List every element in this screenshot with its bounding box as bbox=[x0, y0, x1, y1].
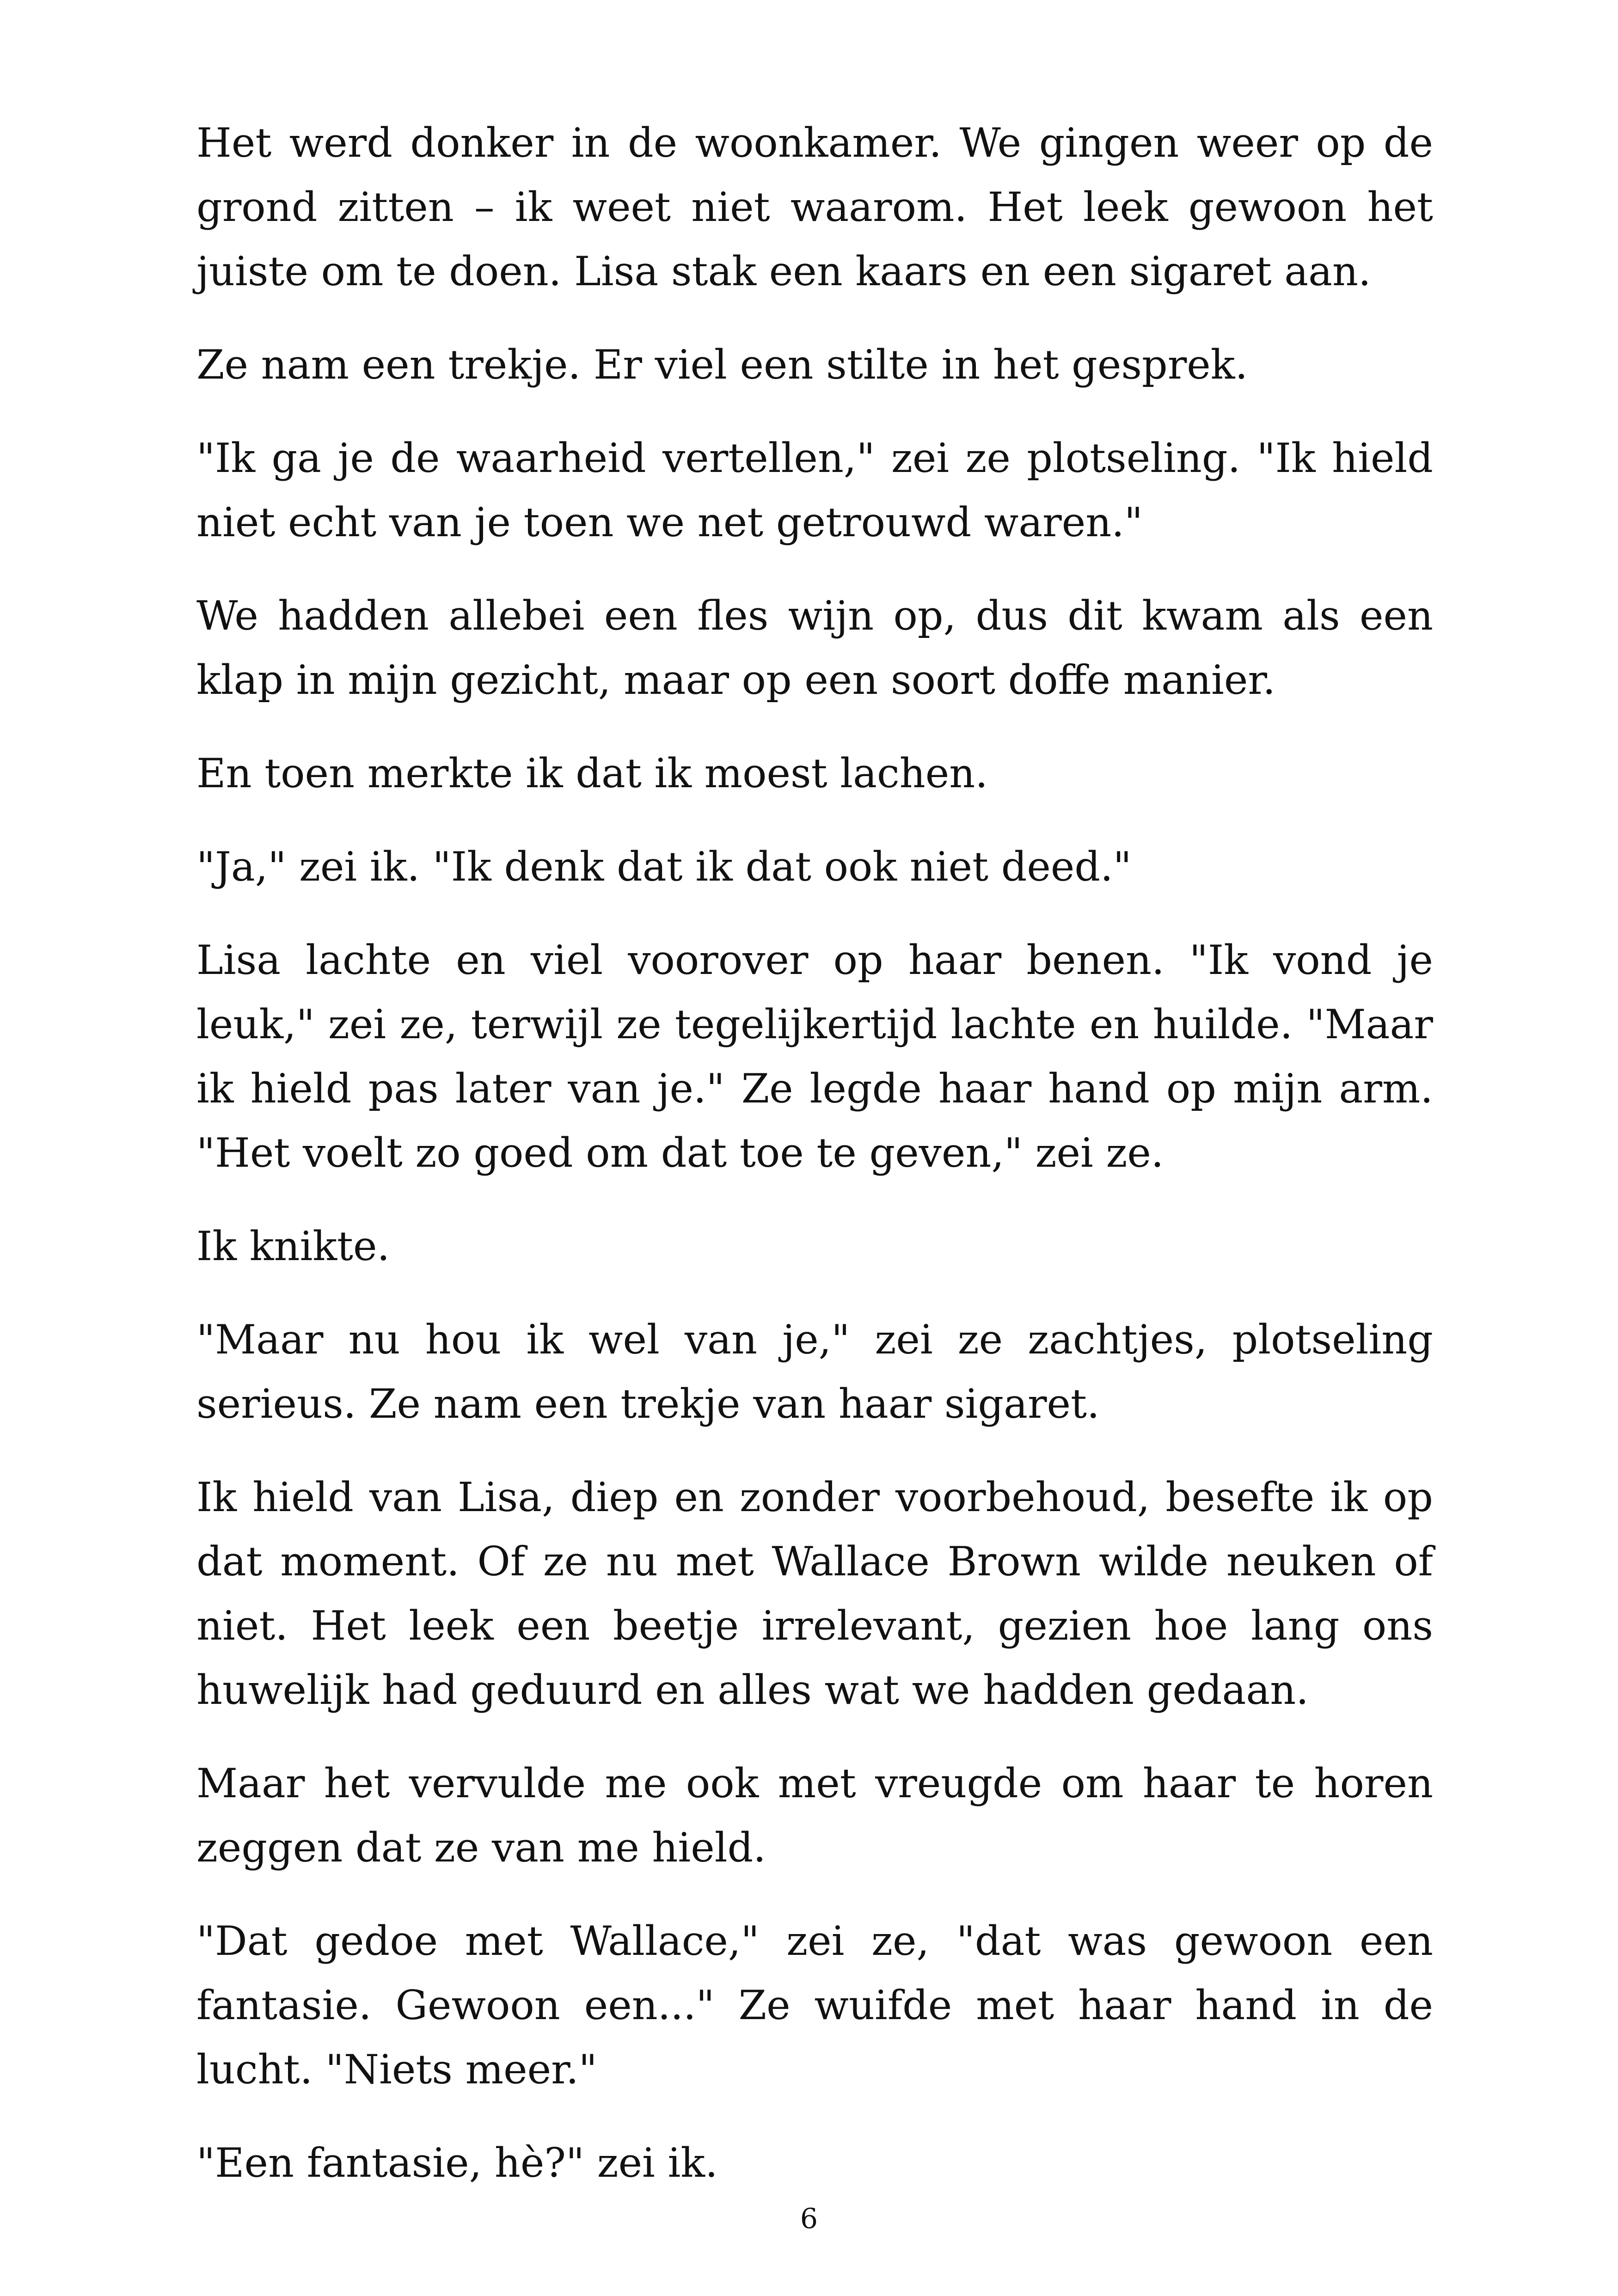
paragraph: Ik hield van Lisa, diep en zonder voorbehoud, besefte ik op dat moment. Of ze nu met Wallace Brown wilde neuken of niet. Het leek een beetje irrelevant, gezien hoe lang ons huwelijk had geduurd en alles wat we hadden gedaan. bbox=[196, 1474, 1433, 1714]
paragraph: "Ik ga je de waarheid vertellen," zei ze plotseling. "Ik hield niet echt van je toen we net getrouwd waren." bbox=[196, 435, 1433, 546]
paragraph: Lisa lachte en viel voorover op haar benen. "Ik vond je leuk," zei ze, terwijl ze tegelijkertijd lachte en huilde. "Maar ik hield pas later van je." Ze legde haar hand op mijn arm. "Het voelt zo goed om dat toe te geven," zei ze. bbox=[196, 937, 1433, 1176]
body-text bbox=[196, 111, 1433, 2224]
page-number: 6 bbox=[800, 2203, 818, 2235]
paragraph: Ik knikte. bbox=[196, 1223, 390, 1270]
paragraph: Ze nam een trekje. Er viel een stilte in het gesprek. bbox=[196, 341, 1248, 388]
paragraph: "Maar nu hou ik wel van je," zei ze zachtjes, plotseling serieus. Ze nam een trekje van haar sigaret. bbox=[196, 1316, 1433, 1427]
paragraph: En toen merkte ik dat ik moest lachen. bbox=[196, 750, 988, 797]
paragraph: "Dat gedoe met Wallace," zei ze, "dat was gewoon een fantasie. Gewoon een..." Ze wuifde met haar hand in de lucht. "Niets meer." bbox=[196, 1917, 1433, 2093]
paragraph: Maar het vervulde me ook met vreugde om haar te horen zeggen dat ze van me hield. bbox=[196, 1760, 1433, 1871]
paragraph: We hadden allebei een fles wijn op, dus dit kwam als een klap in mijn gezicht, maar op een soort doffe manier. bbox=[196, 592, 1433, 704]
paragraph: "Ja," zei ik. "Ik denk dat ik dat ook niet deed." bbox=[196, 843, 1132, 890]
paragraph: "Een fantasie, hè?" zei ik. bbox=[196, 2139, 718, 2186]
paragraph: Het werd donker in de woonkamer. We gingen weer op de grond zitten – ik weet niet waarom. Het leek gewoon het juiste om te doen. Lisa stak een kaars en een sigaret aan. bbox=[196, 119, 1433, 295]
